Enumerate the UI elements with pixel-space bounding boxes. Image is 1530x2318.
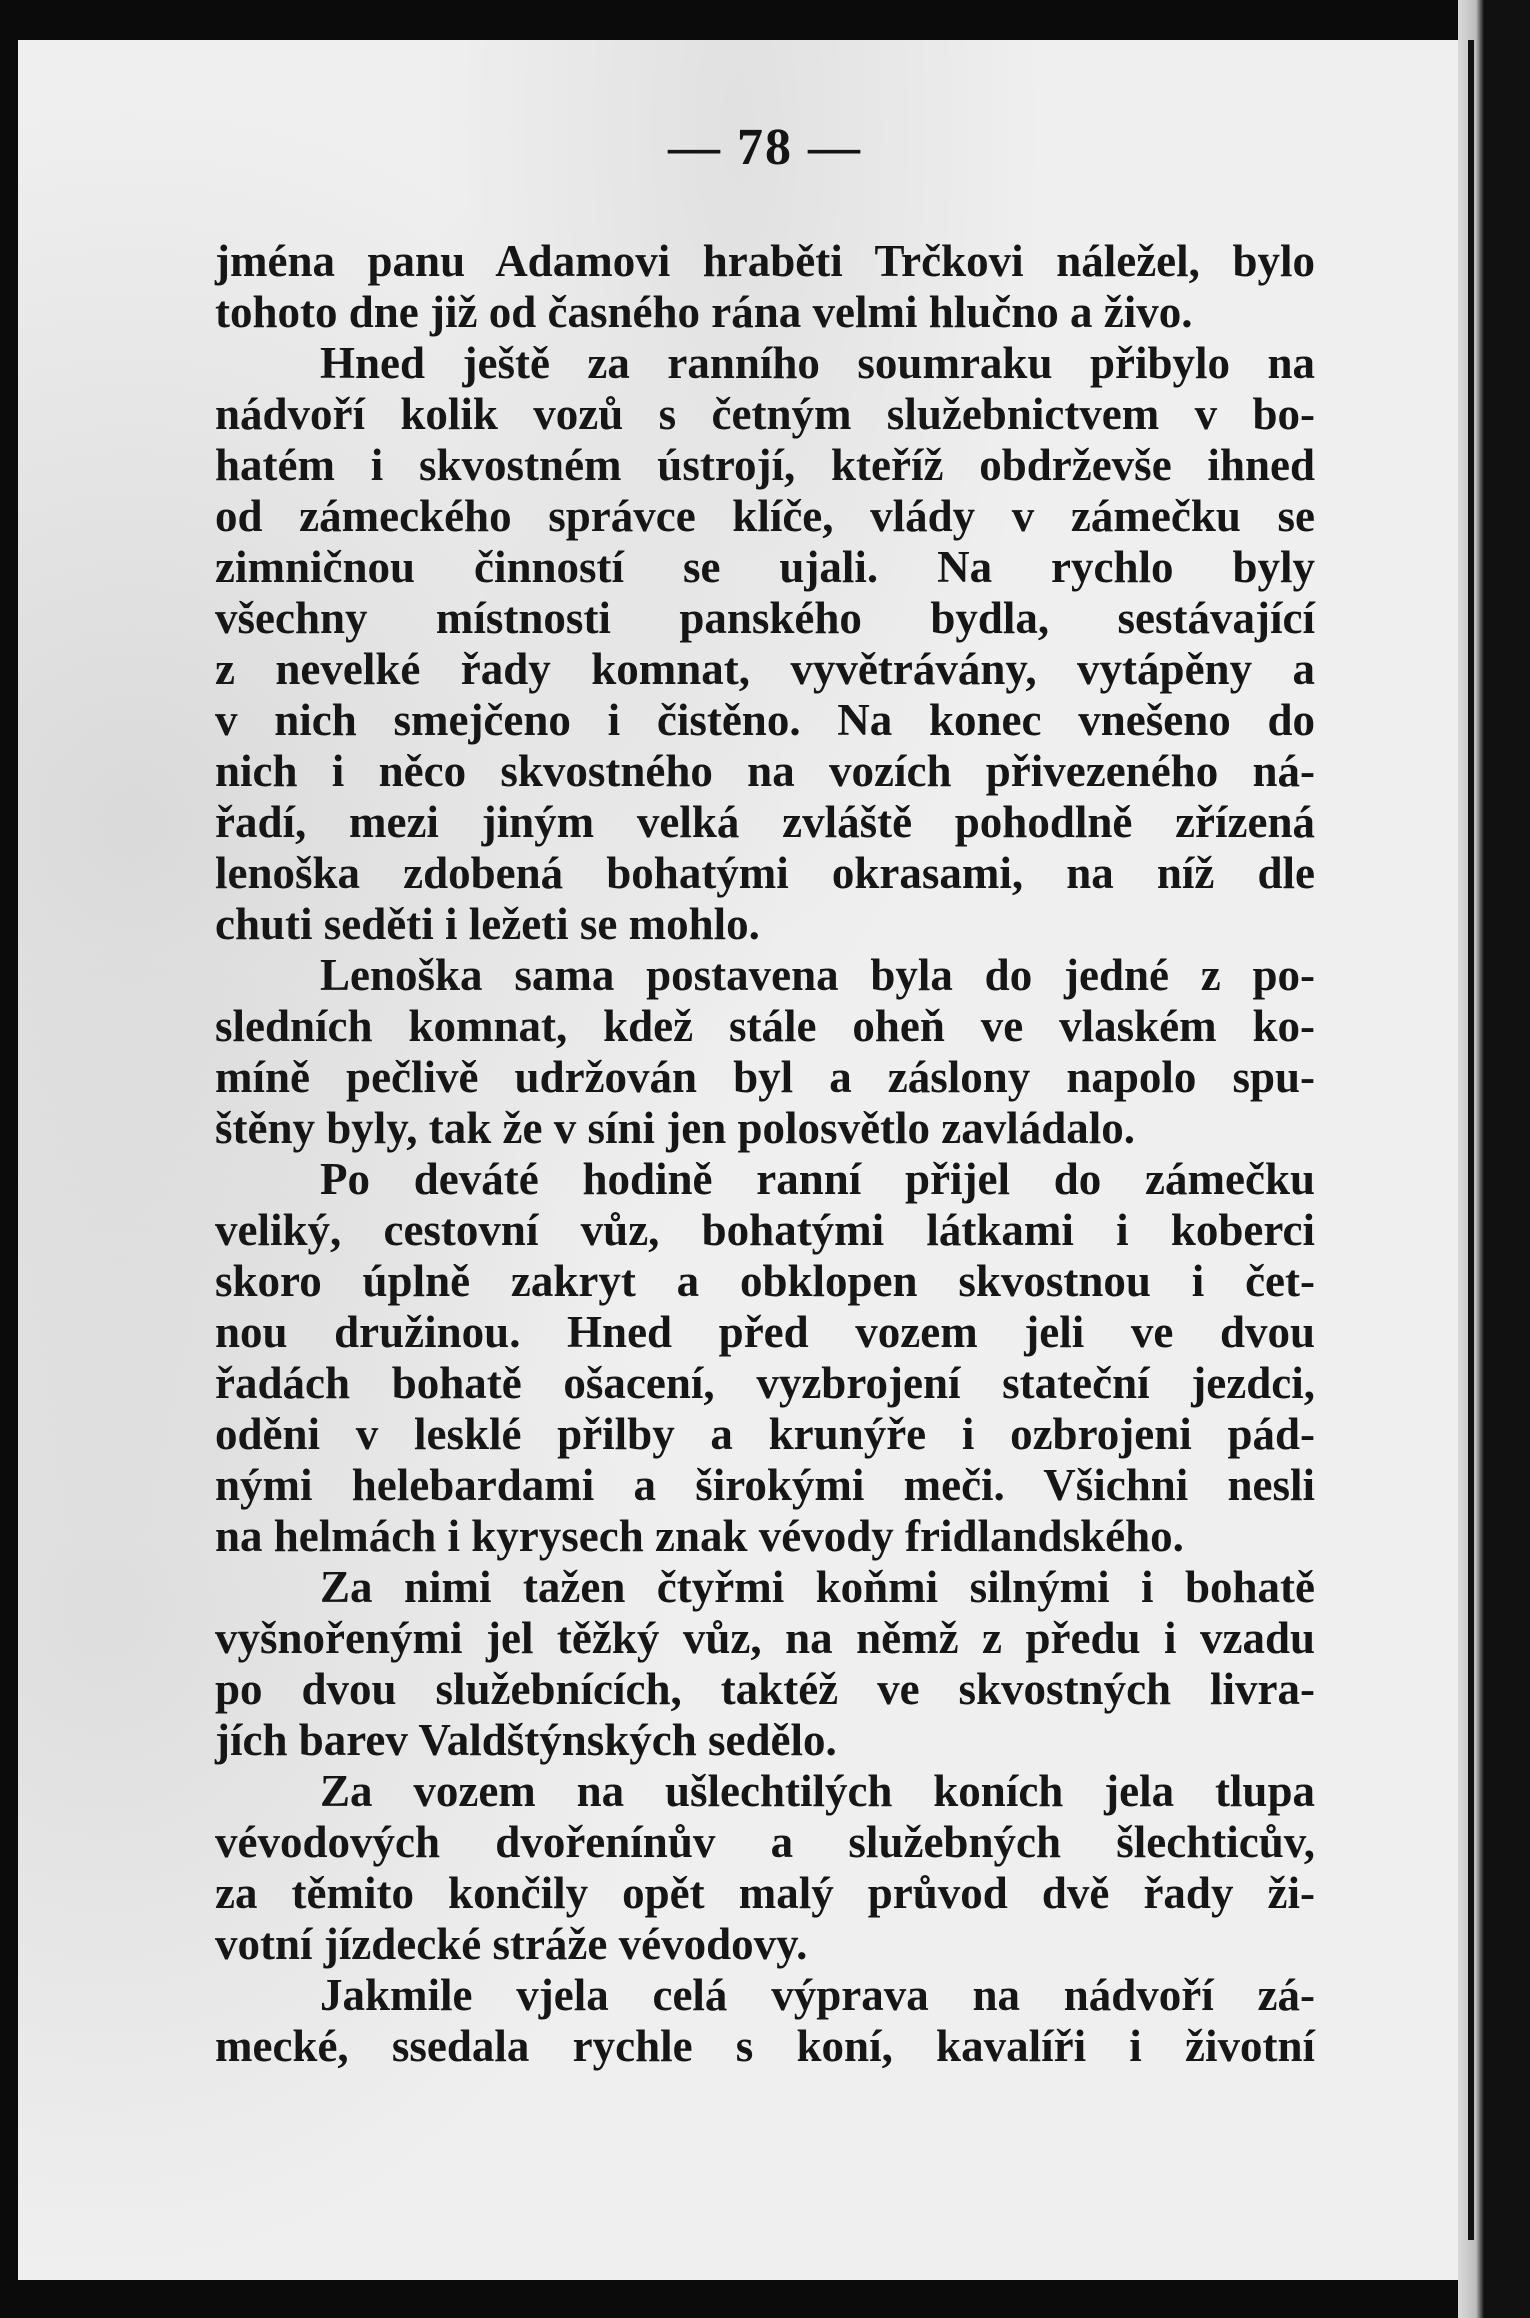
binding-edge — [1468, 40, 1474, 2240]
text-line: z nevelké řady komnat, vyvětrávány, vytápěny a — [215, 644, 1315, 694]
text-line: nými helebardami a širokými meči. Všichni nesli — [215, 1460, 1315, 1510]
text-line: míně pečlivě udržován byl a záslony napolo spu- — [215, 1052, 1315, 1102]
text-line: za těmito končily opět malý průvod dvě řady ži- — [215, 1868, 1315, 1918]
text-line: Jakmile vjela celá výprava na nádvoří zá- — [320, 1970, 1315, 2020]
text-line: vévodových dvořenínův a služebných šlechticův, — [215, 1817, 1315, 1867]
text-line: řadách bohatě ošacení, vyzbrojení stateční jezdci, — [215, 1358, 1315, 1408]
text-line: řadí, mezi jiným velká zvláště pohodlně zřízená — [215, 797, 1315, 847]
text-line: nádvoří kolik vozů s četným služebnictvem v bo- — [215, 389, 1315, 439]
text-line: skoro úplně zakryt a obklopen skvostnou i čet- — [215, 1256, 1315, 1306]
text-line: oděni v lesklé přilby a krunýře i ozbrojeni pád- — [215, 1409, 1315, 1459]
text-line: všechny místnosti panského bydla, sestávající — [215, 593, 1315, 643]
text-line: veliký, cestovní vůz, bohatými látkami i koberci — [215, 1205, 1315, 1255]
text-line: štěny byly, tak že v síni jen polosvětlo zavládalo. — [215, 1103, 1136, 1153]
text-line: Za nimi tažen čtyřmi koňmi silnými i bohatě — [320, 1562, 1315, 1612]
text-line: vyšnořenými jel těžký vůz, na němž z předu i vzadu — [215, 1613, 1315, 1663]
text-line: tohoto dne již od časného rána velmi hlučno a živo. — [215, 287, 1193, 337]
text-line: Po deváté hodině ranní přijel do zámečku — [320, 1154, 1315, 1204]
text-line: lenoška zdobená bohatými okrasami, na níž dle — [215, 848, 1315, 898]
text-line: Lenoška sama postavena byla do jedné z po- — [320, 950, 1315, 1000]
text-line: mecké, ssedala rychle s koní, kavalíři i životní — [215, 2021, 1315, 2071]
text-line: jména panu Adamovi hraběti Trčkovi náležel, bylo — [215, 236, 1315, 286]
text-line: chuti seděti i ležeti se mohlo. — [215, 899, 760, 949]
body-text — [215, 236, 1315, 2072]
text-line: Za vozem na ušlechtilých koních jela tlupa — [320, 1766, 1315, 1816]
text-line: sledních komnat, kdež stále oheň ve vlaském ko- — [215, 1001, 1315, 1051]
text-line: zimničnou činností se ujali. Na rychlo byly — [215, 542, 1315, 592]
text-line: od zámeckého správce klíče, vlády v zámečku se — [215, 491, 1315, 541]
text-line: po dvou služebnících, taktéž ve skvostných livra- — [215, 1664, 1315, 1714]
text-line: nou družinou. Hned před vozem jeli ve dvou — [215, 1307, 1315, 1357]
text-line: Hned ještě za ranního soumraku přibylo na — [320, 338, 1315, 388]
text-line: nich i něco skvostného na vozích přivezeného ná- — [215, 746, 1315, 796]
page-number: — 78 — — [668, 119, 862, 176]
text-line: hatém i skvostném ústrojí, kteříž obdrževše ihned — [215, 440, 1315, 490]
text-line: na helmách i kyrysech znak vévody fridlandského. — [215, 1511, 1184, 1561]
text-line: v nich smejčeno i čistěno. Na konec vnešeno do — [215, 695, 1315, 745]
text-line: votní jízdecké stráže vévodovy. — [215, 1919, 808, 1969]
text-line: jích barev Valdštýnských sedělo. — [215, 1715, 837, 1765]
